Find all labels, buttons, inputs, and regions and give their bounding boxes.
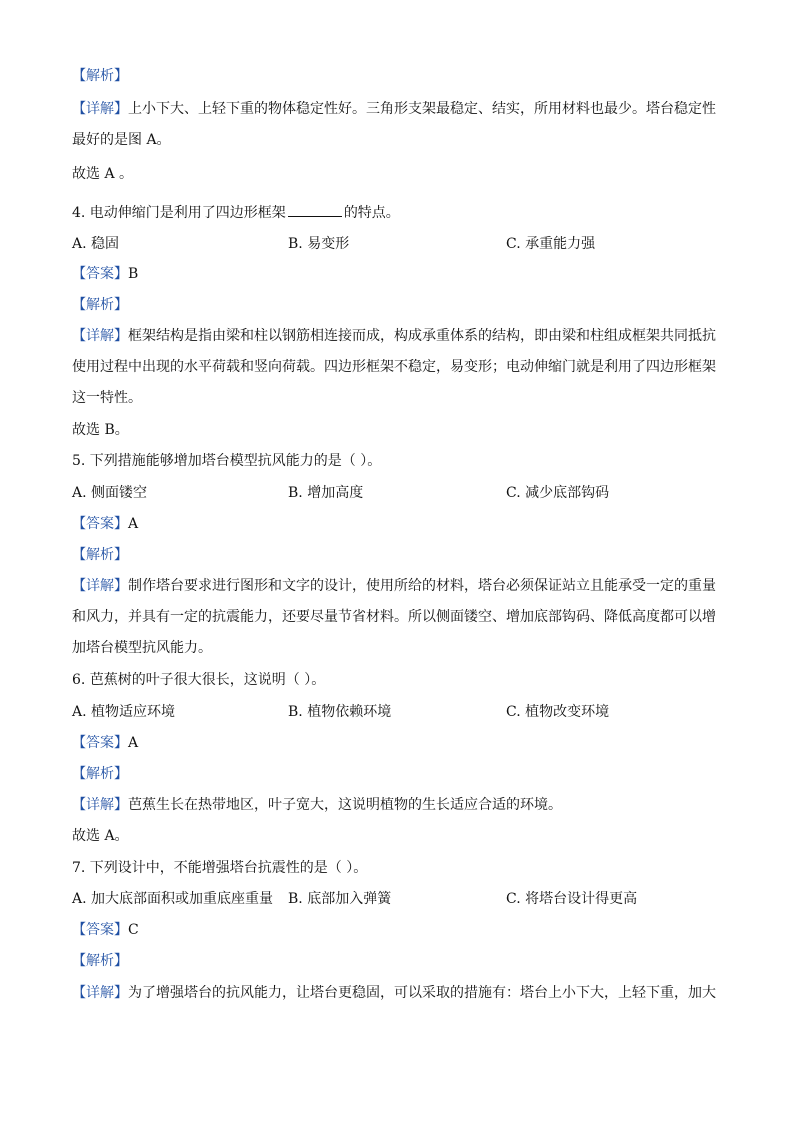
q6-option-a: A. 植物适应环境	[72, 704, 176, 720]
q5-option-c: C. 减少底部钩码	[506, 485, 610, 501]
q6-conclusion: 故选 A。	[72, 828, 129, 844]
q6-analysis-label: 【解析】	[72, 766, 128, 782]
q4-option-a: A. 稳固	[72, 236, 120, 252]
question-6-stem: 6. 芭蕉树的叶子很大很长，这说明（ ）。	[72, 672, 326, 688]
question-7-stem: 7. 下列设计中，不能增强塔台抗震性的是（ ）。	[72, 860, 368, 876]
q6-option-c: C. 植物改变环境	[506, 704, 610, 720]
q7-option-c: C. 将塔台设计得更高	[506, 891, 638, 907]
q4-detail-line-3: 这一特性。	[72, 390, 142, 406]
q4-detail-line-1: 【详解】框架结构是指由梁和柱以钢筋相连接而成，构成承重体系的结构，即由梁和柱组成框架共同抵抗	[72, 328, 716, 344]
detail-prev-line-2: 最好的是图 A。	[72, 132, 171, 148]
q5-answer: 【答案】A	[72, 516, 139, 532]
question-5-stem: 5. 下列措施能够增加塔台模型抗风能力的是（ ）。	[72, 453, 382, 469]
q4-answer: 【答案】B	[72, 266, 139, 282]
q5-option-b: B. 增加高度	[288, 485, 364, 501]
q5-detail-line-1: 【详解】制作塔台要求进行图形和文字的设计，使用所给的材料，塔台必须保证站立且能承受一定的重量	[72, 578, 716, 594]
analysis-label-prev: 【解析】	[72, 68, 128, 84]
q4-option-b: B. 易变形	[288, 236, 350, 252]
question-4-stem: 4. 电动伸缩门是利用了四边形框架 的特点。	[72, 205, 400, 221]
q6-detail-line-1: 【详解】芭蕉生长在热带地区，叶子宽大，这说明植物的生长适应合适的环境。	[72, 797, 562, 813]
q7-answer: 【答案】C	[72, 922, 139, 938]
q4-option-c: C. 承重能力强	[506, 236, 596, 252]
q5-detail-line-2: 和风力，并具有一定的抗震能力，还要尽量节省材料。所以侧面镂空、增加底部钩码、降低高度都可以增	[72, 609, 716, 625]
q6-answer: 【答案】A	[72, 735, 139, 751]
detail-prev-line-1: 【详解】上小下大、上轻下重的物体稳定性好。三角形支架最稳定、结实，所用材料也最少。塔台稳定性	[72, 101, 716, 117]
conclusion-prev: 故选 A 。	[72, 166, 134, 182]
q7-option-b: B. 底部加入弹簧	[288, 891, 392, 907]
fill-blank	[288, 203, 342, 217]
q6-option-b: B. 植物依赖环境	[288, 704, 392, 720]
q7-analysis-label: 【解析】	[72, 953, 128, 969]
q5-option-a: A. 侧面镂空	[72, 485, 148, 501]
q4-detail-line-2: 使用过程中出现的水平荷载和竖向荷载。四边形框架不稳定，易变形；电动伸缩门就是利用了四边形框架	[72, 359, 716, 375]
q4-conclusion: 故选 B。	[72, 422, 129, 438]
detail-label: 【详解】	[72, 101, 128, 117]
q5-detail-line-3: 加塔台模型抗风能力。	[72, 640, 212, 656]
q5-analysis-label: 【解析】	[72, 547, 128, 563]
q7-detail-line-1: 【详解】为了增强塔台的抗风能力，让塔台更稳固，可以采取的措施有：塔台上小下大，上轻下重，加大	[72, 985, 716, 1001]
q4-analysis-label: 【解析】	[72, 297, 128, 313]
q7-option-a: A. 加大底部面积或加重底座重量	[72, 891, 274, 907]
